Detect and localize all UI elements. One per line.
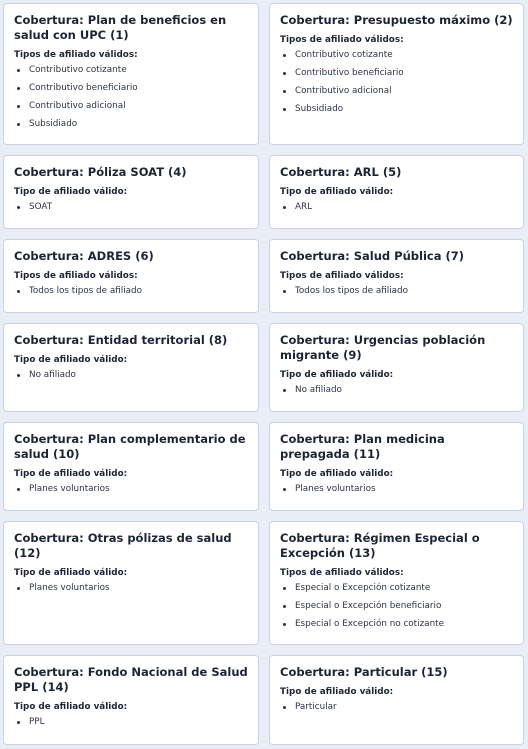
list-item: Particular [282, 702, 513, 713]
coverage-card-5 [269, 155, 524, 229]
card-subtitle: Tipo de afiliado válido: [280, 370, 394, 380]
card-title: Cobertura: Régimen Especial o Excepción (13) [280, 531, 480, 560]
affiliate-type-list [14, 65, 248, 130]
card-title: Cobertura: Plan complementario de salud (10) [14, 432, 246, 461]
coverage-card-13 [269, 521, 524, 645]
list-item: Planes voluntarios [282, 484, 513, 495]
list-item: No afiliado [16, 370, 248, 381]
affiliate-type-list [280, 484, 513, 495]
affiliate-type-list [14, 286, 248, 297]
coverage-card-4 [3, 155, 259, 229]
card-subtitle: Tipo de afiliado válido: [280, 469, 394, 479]
list-item: ARL [282, 202, 513, 213]
card-title: Cobertura: Póliza SOAT (4) [14, 165, 187, 179]
list-item: Especial o Excepción no cotizante [282, 619, 513, 630]
affiliate-type-list [14, 370, 248, 381]
list-item: Contributivo adicional [16, 101, 248, 112]
list-item: Contributivo cotizante [282, 50, 513, 61]
list-item: Todos los tipos de afiliado [282, 286, 513, 297]
card-subtitle: Tipos de afiliado válidos: [280, 35, 404, 45]
affiliate-type-list [14, 583, 248, 594]
coverage-card-1 [3, 3, 259, 145]
card-subtitle: Tipos de afiliado válidos: [14, 271, 138, 281]
card-title: Cobertura: Entidad territorial (8) [14, 333, 228, 347]
card-title: Cobertura: Presupuesto máximo (2) [280, 13, 513, 27]
list-item: Contributivo cotizante [16, 65, 248, 76]
affiliate-type-list [280, 385, 513, 396]
list-item: Especial o Excepción cotizante [282, 583, 513, 594]
coverage-card-10 [3, 422, 259, 511]
card-subtitle: Tipos de afiliado válidos: [280, 568, 404, 578]
card-subtitle: Tipo de afiliado válido: [14, 355, 128, 365]
card-title: Cobertura: ADRES (6) [14, 249, 154, 263]
list-item: No afiliado [282, 385, 513, 396]
coverage-card-2 [269, 3, 524, 145]
card-title: Cobertura: Plan de beneficios en salud con UPC (1) [14, 13, 227, 42]
list-item: Planes voluntarios [16, 583, 248, 594]
coverage-card-6 [3, 239, 259, 313]
card-subtitle: Tipo de afiliado válido: [14, 568, 128, 578]
card-subtitle: Tipo de afiliado válido: [280, 187, 394, 197]
affiliate-type-list [14, 717, 248, 728]
list-item: Especial o Excepción beneficiario [282, 601, 513, 612]
card-subtitle: Tipo de afiliado válido: [14, 702, 128, 712]
coverage-card-14 [3, 655, 259, 745]
card-subtitle: Tipos de afiliado válidos: [14, 50, 138, 60]
coverage-card-12 [3, 521, 259, 645]
list-item: PPL [16, 717, 248, 728]
card-title: Cobertura: Otras pólizas de salud (12) [14, 531, 232, 560]
card-title: Cobertura: Plan medicina prepagada (11) [280, 432, 445, 461]
list-item: Contributivo beneficiario [16, 83, 248, 94]
affiliate-type-list [280, 50, 513, 115]
card-subtitle: Tipo de afiliado válido: [14, 187, 128, 197]
card-title: Cobertura: Salud Pública (7) [280, 249, 464, 263]
affiliate-type-list [280, 286, 513, 297]
list-item: Subsidiado [16, 119, 248, 130]
affiliate-type-list [14, 484, 248, 495]
card-title: Cobertura: ARL (5) [280, 165, 402, 179]
affiliate-type-list [280, 583, 513, 630]
list-item: Todos los tipos de afiliado [16, 286, 248, 297]
coverage-card-15 [269, 655, 524, 745]
list-item: Subsidiado [282, 104, 513, 115]
coverage-card-9 [269, 323, 524, 412]
affiliate-type-list [280, 702, 513, 713]
card-title: Cobertura: Fondo Nacional de Salud PPL (14) [14, 665, 248, 694]
card-subtitle: Tipo de afiliado válido: [14, 469, 128, 479]
list-item: SOAT [16, 202, 248, 213]
card-title: Cobertura: Urgencias población migrante (9) [280, 333, 486, 362]
list-item: Contributivo beneficiario [282, 68, 513, 79]
coverage-card-8 [3, 323, 259, 412]
card-title: Cobertura: Particular (15) [280, 665, 448, 679]
card-subtitle: Tipo de afiliado válido: [280, 687, 394, 697]
affiliate-type-list [280, 202, 513, 213]
list-item: Contributivo adicional [282, 86, 513, 97]
card-subtitle: Tipos de afiliado válidos: [280, 271, 404, 281]
coverage-card-7 [269, 239, 524, 313]
list-item: Planes voluntarios [16, 484, 248, 495]
coverage-card-11 [269, 422, 524, 511]
affiliate-type-list [14, 202, 248, 213]
